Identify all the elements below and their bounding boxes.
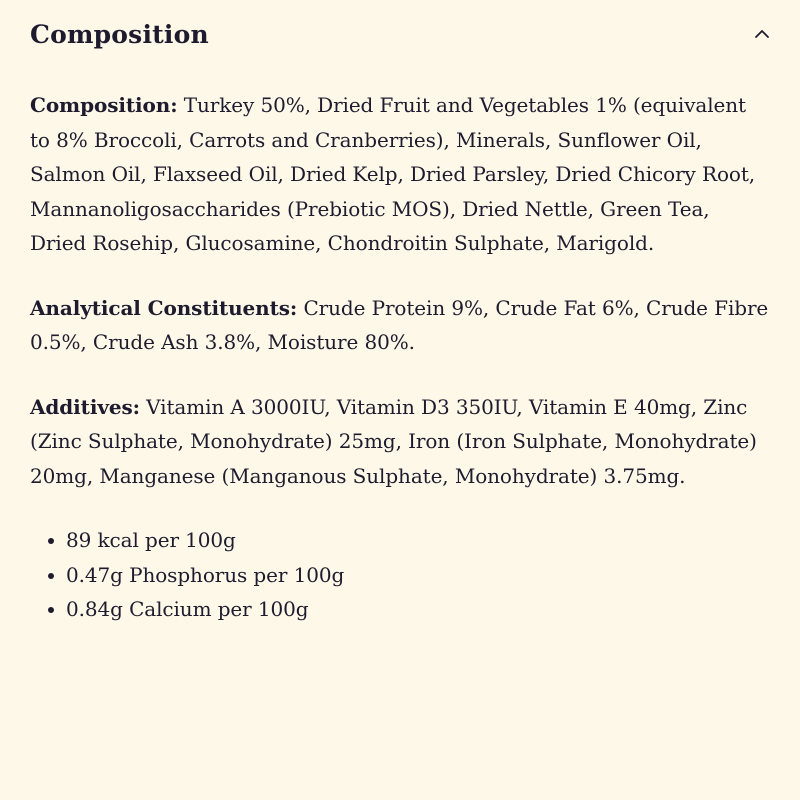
composition-text: Turkey 50%, Dried Fruit and Vegetables 1% (equivalent to 8% Broccoli, Carrots and Cranberries), Minerals, Sunflower Oil, Salmon Oil, Flaxseed Oil, Dried Kelp, Dried Parsley, Dried Chicory Root, Mannanoligosaccharides (Prebiotic MOS), Dried Nettle, Green Tea, Dried Rosehip, Glucosamine, Chondroitin Sulphate, Marigold.: [30, 93, 756, 255]
bullet-icon: [48, 607, 54, 613]
additives-paragraph: [30, 390, 770, 494]
list-item: [30, 558, 770, 593]
composition-label: Composition:: [30, 93, 178, 117]
bullet-icon: [48, 538, 54, 544]
chevron-up-icon[interactable]: [754, 26, 770, 42]
additives-text: Vitamin A 3000IU, Vitamin D3 350IU, Vitamin E 40mg, Zinc (Zinc Sulphate, Monohydrate) 25mg, Iron (Iron Sulphate, Monohydrate) 20mg, Manganese (Manganous Sulphate, Monohydrate) 3.75mg.: [30, 394, 757, 488]
composition-panel: [0, 19, 800, 800]
analytical-constituents-paragraph: [30, 291, 770, 360]
composition-paragraph: [30, 88, 770, 261]
additives-label: Additives:: [30, 394, 140, 419]
list-item: [30, 592, 770, 627]
analytical-constituents-label: Analytical Constituents:: [30, 295, 298, 320]
accordion-header[interactable]: [30, 19, 770, 94]
accordion-content: [30, 88, 770, 627]
bullet-text: 89 kcal per 100g: [66, 528, 236, 552]
section-title: Composition: [30, 19, 209, 49]
analytical-constituents-text: Crude Protein 9%, Crude Fat 6%, Crude Fibre 0.5%, Crude Ash 3.8%, Moisture 80%.: [30, 295, 769, 354]
bullet-icon: [48, 573, 54, 579]
nutrition-bullet-list: [30, 523, 770, 627]
list-item: [30, 523, 770, 558]
bullet-text: 0.47g Phosphorus per 100g: [66, 562, 345, 587]
bullet-text: 0.84g Calcium per 100g: [66, 597, 309, 621]
